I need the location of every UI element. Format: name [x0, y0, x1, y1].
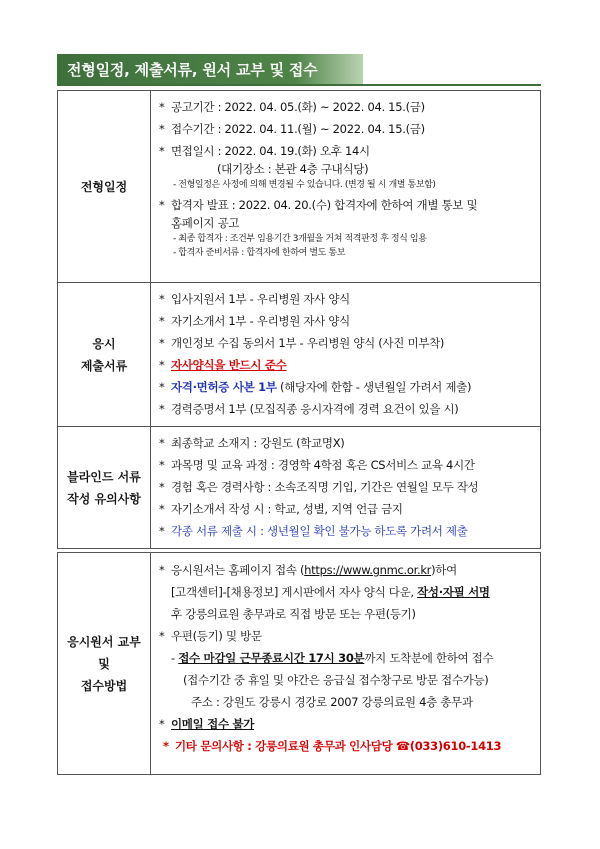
list-item: * 우편(등기) 및 방문: [159, 629, 262, 643]
list-item: * 자기소개서 작성 시 : 학교, 성별, 지역 언급 금지: [159, 502, 403, 516]
list-item: * 합격자 발표 : 2022. 04. 20.(수) 합격자에 한하여 개별 통보 및 홈페이지 공고: [159, 198, 478, 230]
final-pass-note: - 최종 합격자 : 조건부 임용기간 3개월을 거쳐 적격판정 후 정식 임용: [173, 234, 427, 244]
list-item: * 입사지원서 1부 - 우리병원 자사 양식: [159, 292, 350, 306]
list-item: * 개인정보 수집 동의서 1부 - 우리병원 양식 (사진 미부착): [159, 336, 445, 350]
blind-guidelines-content: [151, 427, 541, 549]
schedule-row: [58, 91, 541, 283]
contact-item: * 기타 문의사항 : 강릉의료원 총무과 인사담당 ☎(033)610-1413: [163, 739, 502, 753]
schedule-content: [151, 91, 541, 283]
recruitment-info-table: [57, 90, 541, 549]
list-item: * 자기소개서 1부 - 우리병원 자사 양식: [159, 314, 350, 328]
list-item: * 접수기간 : 2022. 04. 11.(월) ~ 2022. 04. 15.(금): [159, 122, 425, 136]
header-underline: [57, 84, 541, 86]
documents-row: [58, 283, 541, 427]
section-header-title: 전형일정, 제출서류, 원서 교부 및 접수: [67, 61, 318, 79]
list-item-cont: 후 강릉의료원 총무과로 직접 방문 또는 우편(등기): [171, 607, 416, 621]
schedule-note: - 전형일정은 사정에 의해 변경될 수 있습니다. (변경 될 시 개별 통보함): [173, 180, 436, 190]
holiday-note: (접수기간 중 휴일 및 야간은 응급실 접수창구로 방문 접수가능): [183, 673, 489, 687]
list-item-cont: [고객센터]-[채용정보] 게시판에서 자사 양식 다운, 작성·자필 서명: [171, 585, 490, 599]
blind-guidelines-label: 블라인드 서류 작성 유의사항: [58, 427, 151, 549]
list-item: * 최종학교 소재지 : 강원도 (학교명X): [159, 436, 345, 450]
address-line: 주소 : 강원도 강릉시 경강로 2007 강릉의료원 4층 총무과: [191, 695, 473, 709]
phone-number: ☎(033)610-1413: [395, 739, 502, 753]
list-item: * 각종 서류 제출 시 : 생년월일 확인 불가능 하도록 가려서 제출: [159, 524, 468, 538]
list-item: * 과목명 및 교육 과정 : 경영학 4학점 혹은 CS서비스 교육 4시간: [159, 458, 475, 472]
list-item: * 경험 혹은 경력사항 : 소속조직명 기입, 기간은 연월일 모두 작성: [159, 480, 479, 494]
list-item: * 공고기간 : 2022. 04. 05.(화) ~ 2022. 04. 15.(금): [159, 100, 425, 114]
application-row: [58, 553, 541, 775]
homepage-link[interactable]: https://www.gnmc.or.kr: [304, 563, 432, 577]
list-item: * 경력증명서 1부 (모집직종 응시자격에 경력 요건이 있을 시): [159, 402, 459, 416]
application-method-table: [57, 552, 541, 775]
deadline-item: - 접수 마감일 근무종료시간 17시 30분까지 도착분에 한하여 접수: [171, 651, 494, 665]
blind-guidelines-row: [58, 427, 541, 549]
section-header-bar: [57, 54, 363, 84]
list-item: * 응시원서는 홈페이지 접속 (https://www.gnmc.or.kr)하여: [159, 563, 457, 577]
list-item: * 면접일시 : 2022. 04. 19.(화) 오후 14시 (대기장소 : 본관 4층 구내식당): [159, 144, 370, 176]
documents-label: 응시 제출서류: [58, 283, 151, 427]
documents-content: [151, 283, 541, 427]
application-content: [151, 553, 541, 775]
schedule-label: 전형일정: [58, 91, 151, 283]
list-item: * 이메일 접수 불가: [159, 717, 255, 731]
application-label: 응시원서 교부 및 접수방법: [58, 553, 151, 775]
list-item: * 자격·면허증 사본 1부 (해당자에 한함 - 생년월일 가려서 제출): [159, 380, 472, 394]
pass-docs-note: - 합격자 준비서류 : 합격자에 한하여 별도 통보: [173, 248, 345, 258]
list-item: * 자사양식을 반드시 준수: [159, 358, 287, 372]
